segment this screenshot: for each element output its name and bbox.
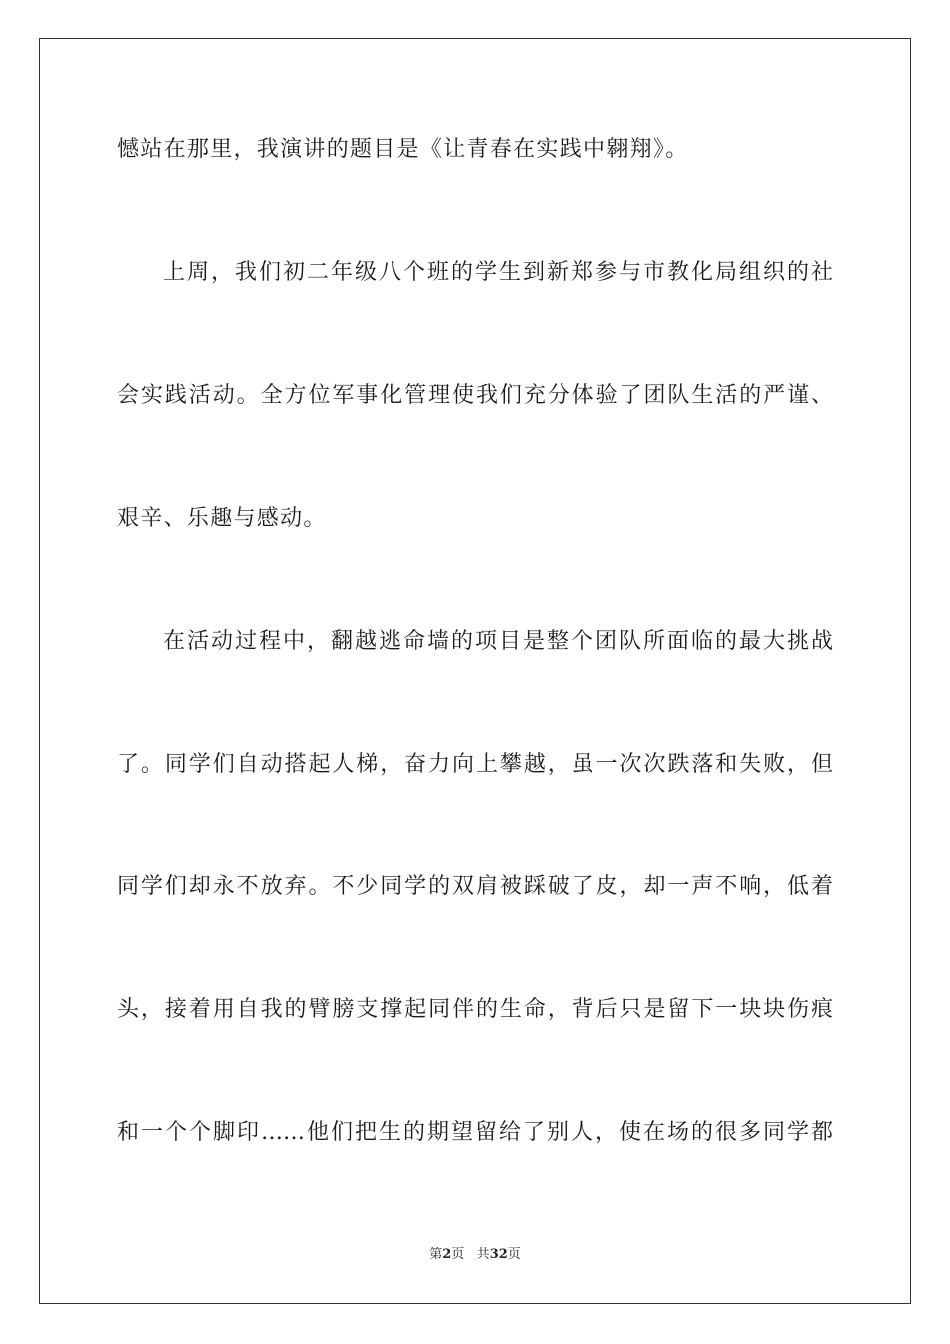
text-line-8: 头，接着用自我的臂膀支撑起同伴的生命，背后只是留下一块块伤痕 xyxy=(117,997,833,1022)
text-line-9: 和一个个脚印……他们把生的期望留给了别人，使在场的很多同学都 xyxy=(117,1120,833,1145)
total-prefix: 共 xyxy=(476,1247,490,1262)
text-line-4: 艰辛、乐趣与感动。 xyxy=(117,506,327,531)
page-number: 2 xyxy=(442,1247,452,1262)
page-suffix: 页 xyxy=(451,1247,465,1262)
total-pages: 32 xyxy=(489,1247,508,1262)
total-suffix: 页 xyxy=(507,1247,521,1262)
page-prefix: 第 xyxy=(429,1247,443,1262)
text-line-6: 了。同学们自动搭起人梯，奋力向上攀越，虽一次次跌落和失败，但 xyxy=(117,752,833,777)
text-line-5: 在活动过程中，翻越逃命墙的项目是整个团队所面临的最大挑战 xyxy=(163,629,833,654)
text-line-1: 憾站在那里，我演讲的题目是《让青春在实践中翱翔》。 xyxy=(117,137,689,162)
page-border xyxy=(39,38,911,1304)
text-line-3: 会实践活动。全方位军事化管理使我们充分体验了团队生活的严谨、 xyxy=(117,383,833,408)
page-footer xyxy=(0,1246,950,1264)
text-line-7: 同学们却永不放弃。不少同学的双肩被踩破了皮，却一声不响，低着 xyxy=(117,874,833,899)
text-line-2: 上周，我们初二年级八个班的学生到新郑参与市教化局组织的社 xyxy=(163,260,833,285)
